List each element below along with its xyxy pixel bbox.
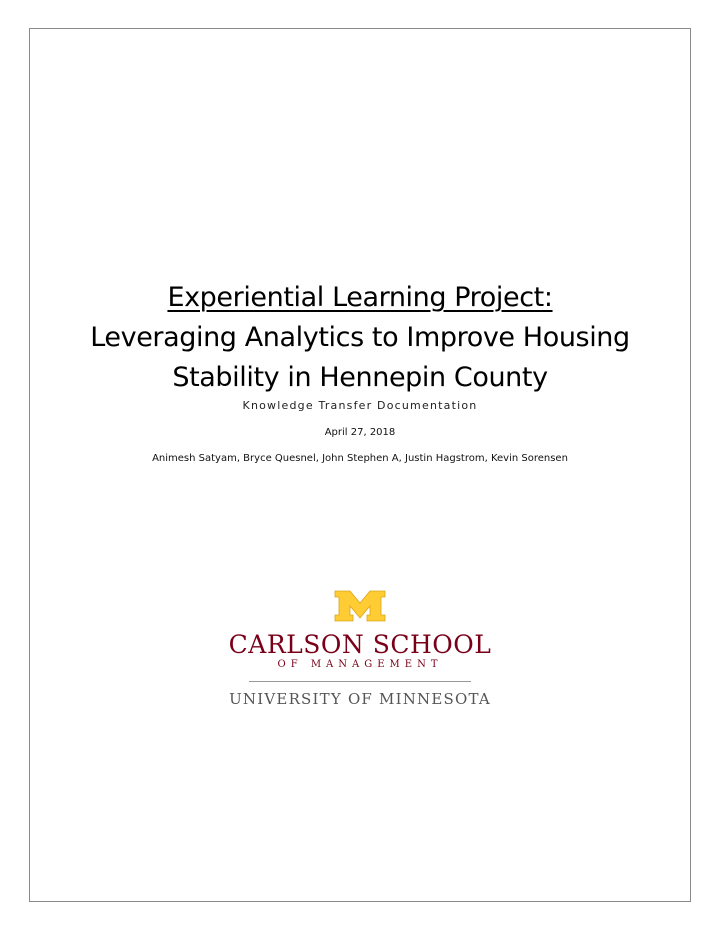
document-date: April 27, 2018 xyxy=(324,427,396,438)
document-subtitle: Knowledge Transfer Documentation xyxy=(242,399,478,412)
university-m-icon xyxy=(334,590,386,622)
title-line-3: Stability in Hennepin County xyxy=(172,362,548,393)
school-name: CARLSON SCHOOL xyxy=(228,630,492,659)
carlson-school-logo xyxy=(0,590,720,710)
title-block xyxy=(0,278,720,466)
logo-divider xyxy=(249,681,471,682)
school-subtitle: OF MANAGEMENT xyxy=(277,659,443,670)
title-line-2: Leveraging Analytics to Improve Housing xyxy=(90,322,630,353)
document-authors: Animesh Satyam, Bryce Quesnel, John Stephen A, Justin Hagstrom, Kevin Sorensen xyxy=(152,453,568,464)
title-line-1: Experiential Learning Project: xyxy=(167,282,553,313)
university-name: UNIVERSITY OF MINNESOTA xyxy=(229,690,491,708)
